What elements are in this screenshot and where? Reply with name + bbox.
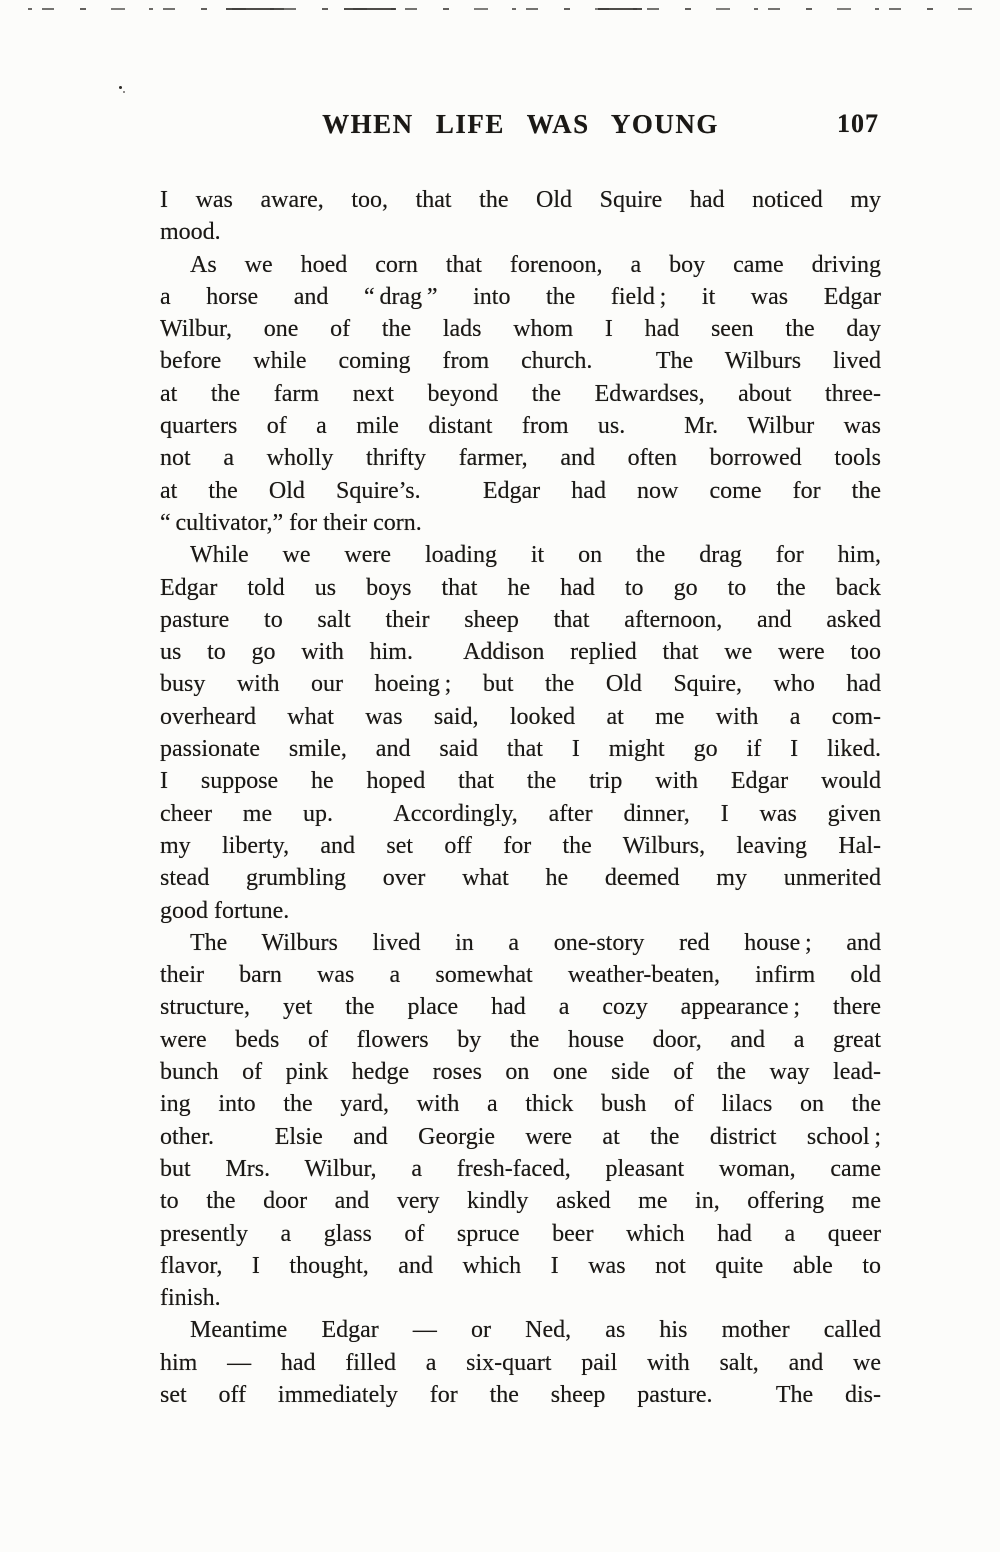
text-line: structure, yet the place had a cozy appearance ; there: [160, 994, 881, 1021]
page-title: WHEN LIFE WAS YOUNG: [322, 109, 719, 139]
text-line: busy with our hoeing ; but the Old Squire, who had: [160, 671, 881, 698]
text-line: I suppose he hoped that the trip with Edgar would: [160, 768, 881, 795]
text-line: ing into the yard, with a thick bush of lilacs on the: [160, 1091, 881, 1118]
paragraph: [160, 539, 881, 927]
text-line: other. Elsie and Georgie were at the district school ;: [160, 1123, 881, 1150]
text-line: before while coming from church. The Wilburs lived: [160, 348, 881, 375]
text-line: bunch of pink hedge roses on one side of the way lead-: [160, 1059, 881, 1086]
text-line: good fortune.: [160, 897, 290, 924]
text-line: quarters of a mile distant from us. Mr. Wilbur was: [160, 413, 881, 440]
text-line: flavor, I thought, and which I was not quite able to: [160, 1252, 881, 1279]
ink-speck: [119, 86, 122, 89]
text-line: finish.: [160, 1285, 221, 1312]
text-line: him — had filled a six-quart pail with salt, and we: [160, 1349, 881, 1376]
text-line: their barn was a somewhat weather-beaten, infirm old: [160, 962, 881, 989]
text-line: overheard what was said, looked at me with a com-: [160, 703, 881, 730]
text-line: a horse and “ drag ” into the field ; it was Edgar: [160, 283, 881, 310]
text-line: to the door and very kindly asked me in, offering me: [160, 1188, 881, 1215]
text-line: my liberty, and set off for the Wilburs, leaving Hal-: [160, 832, 881, 859]
page-body: [160, 184, 881, 1411]
text-line: I was aware, too, that the Old Squire had noticed my: [160, 187, 881, 213]
text-line: stead grumbling over what he deemed my unmerited: [160, 865, 881, 892]
text-line: us to go with him. Addison replied that we were too: [160, 639, 881, 666]
text-line: Wilbur, one of the lads whom I had seen the day: [160, 316, 881, 343]
text-line: Edgar told us boys that he had to go to the back: [160, 574, 881, 601]
text-line: cheer me up. Accordingly, after dinner, I was given: [160, 800, 881, 827]
paragraph: [160, 927, 881, 1315]
text-line: mood.: [160, 219, 221, 246]
paragraph: [160, 184, 881, 249]
text-line: Meantime Edgar — or Ned, as his mother called: [190, 1317, 881, 1344]
page-number: 107: [837, 109, 879, 138]
text-line: While we were loading it on the drag for him,: [190, 542, 881, 569]
text-line: The Wilburs lived in a one-story red house ; and: [190, 929, 881, 956]
text-line: “ cultivator,” for their corn.: [160, 509, 422, 536]
paragraph: [160, 249, 881, 540]
text-line: pasture to salt their sheep that afternoon, and asked: [160, 606, 881, 633]
text-line: As we hoed corn that forenoon, a boy came driving: [190, 251, 881, 278]
text-line: passionate smile, and said that I might go if I liked.: [160, 736, 881, 763]
ink-speck: [123, 91, 125, 93]
text-line: presently a glass of spruce beer which had a queer: [160, 1220, 881, 1247]
text-line: set off immediately for the sheep pasture. The dis-: [160, 1381, 881, 1408]
running-header: [160, 107, 881, 143]
text-line: at the Old Squire’s. Edgar had now come for the: [160, 477, 881, 504]
paragraph: [160, 1314, 881, 1411]
text-line: not a wholly thrifty farmer, and often borrowed tools: [160, 445, 881, 472]
text-line: were beds of flowers by the house door, and a great: [160, 1026, 881, 1053]
text-line: at the farm next beyond the Edwardses, about three-: [160, 380, 881, 407]
scan-artifact-line: [28, 8, 994, 10]
text-line: but Mrs. Wilbur, a fresh-faced, pleasant woman, came: [160, 1155, 881, 1182]
